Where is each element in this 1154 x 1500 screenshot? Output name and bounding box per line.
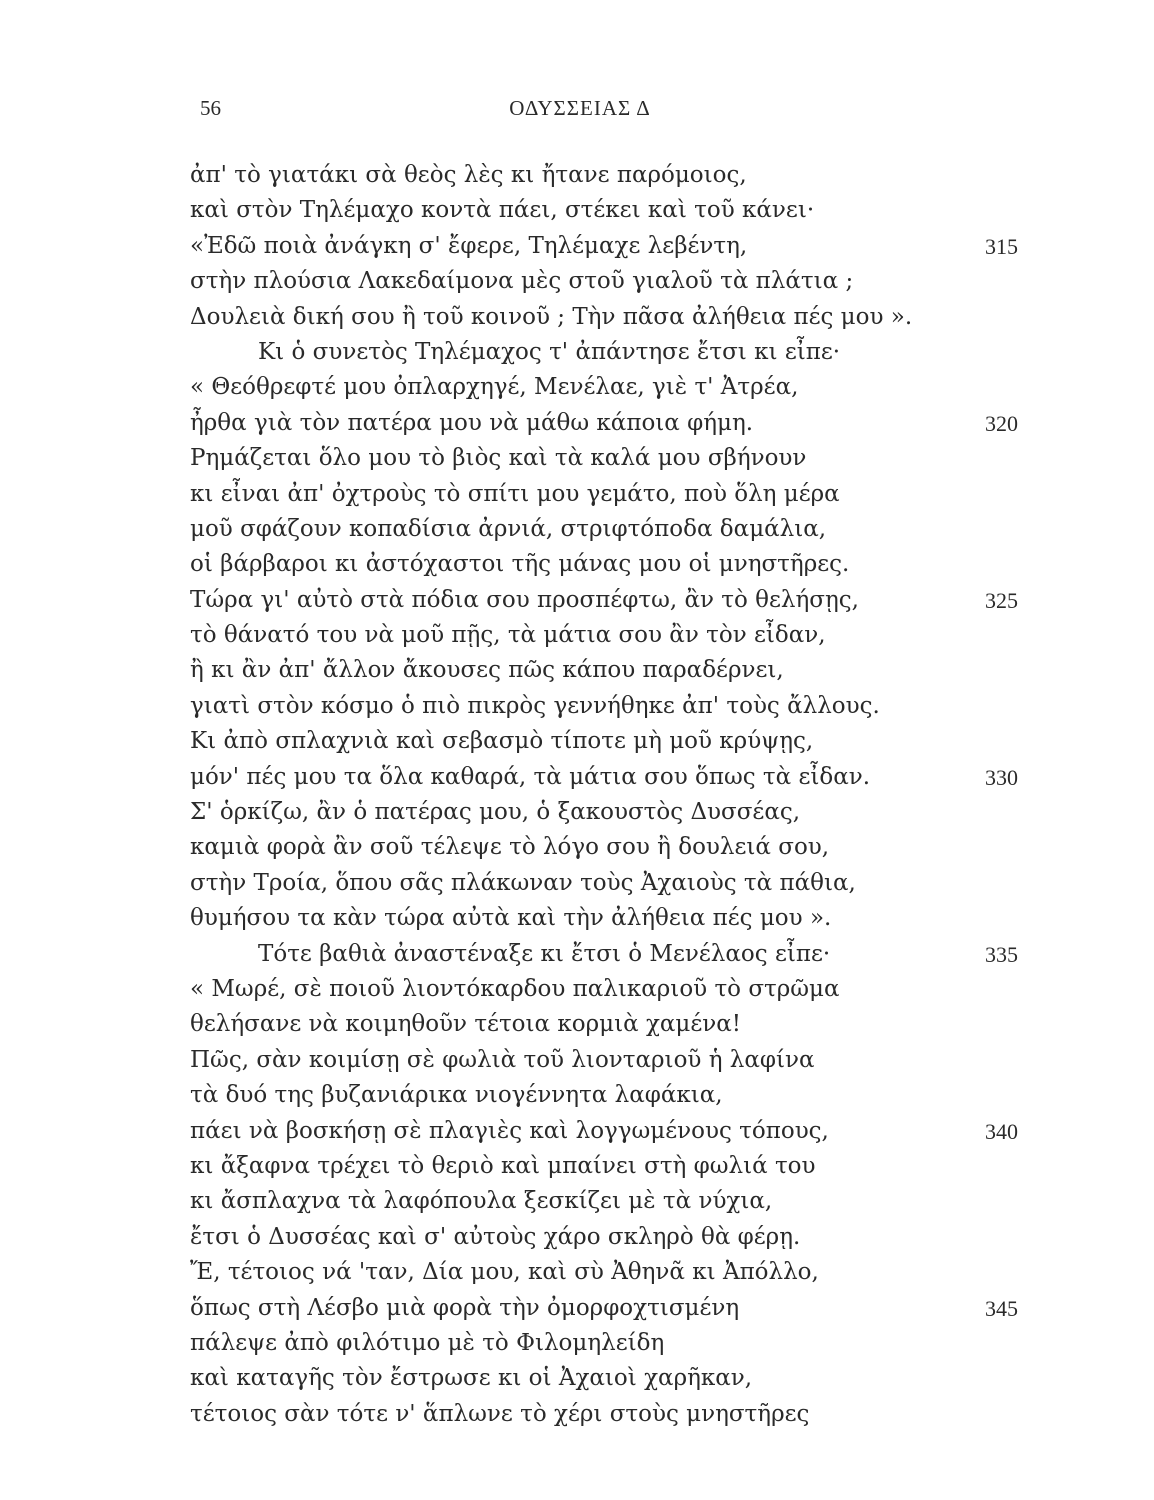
page-header [200,96,960,126]
verse-line [190,512,1040,547]
verse-text: ἢ κι ἂν ἀπ' ἄλλον ἄκουσες πῶς κάπου παραδέρνει, [190,657,784,684]
verse-line [190,264,1040,299]
line-number: 335 [985,941,1018,967]
verse-text: τέτοιος σὰν τότε ν' ἅπλωνε τὸ χέρι στοὺς μνηστῆρες [190,1400,810,1427]
verse-text: κι ἄσπλαχνα τὰ λαφόπουλα ξεσκίζει μὲ τὰ νύχια, [190,1188,773,1215]
verse-line [190,866,1040,901]
verse-text: θελήσανε νὰ κοιμηθοῦν τέτοια κορμιὰ χαμένα! [190,1011,742,1038]
verse-line [190,653,1040,688]
verse-text: τὰ δυό της βυζανιάρικα νιογέννητα λαφάκια, [190,1082,723,1109]
verse-line [190,1255,1040,1290]
verse-text: Κι ὁ συνετὸς Τηλέμαχος τ' ἀπάντησε ἔτσι κι εἶπε· [258,338,841,365]
verse-text: ἔτσι ὁ Δυσσέας καὶ σ' αὐτοὺς χάρο σκληρὸ θὰ φέρῃ. [190,1223,801,1250]
line-number: 325 [985,587,1018,613]
verse-text: ἦρθα γιὰ τὸν πατέρα μου νὰ μάθω κάποια φήμη. [190,409,754,436]
page-number: 56 [200,96,221,120]
verse-line [190,1184,1040,1219]
line-number: 320 [985,410,1018,436]
verse-line [190,547,1040,582]
verse-text: πάει νὰ βοσκήσῃ σὲ πλαγιὲς καὶ λογγωμένους τόπους, [190,1117,829,1144]
verse-text: Τώρα γι' αὐτὸ στὰ πόδια σου προσπέφτω, ἂν τὸ θελήσῃς, [190,586,859,613]
verse-line [190,689,1040,724]
verse-text: κι εἶναι ἀπ' ὀχτροὺς τὸ σπίτι μου γεμάτο, ποὺ ὅλη μέρα [190,480,840,507]
verse-text: γιατὶ στὸν κόσμο ὁ πιὸ πικρὸς γεννήθηκε ἀπ' τοὺς ἄλλους. [190,692,880,719]
verse-line [190,158,1040,193]
poem-text [190,158,1040,1432]
verse-text: καμιὰ φορὰ ἂν σοῦ τέλεψε τὸ λόγο σου ἢ δουλειά σου, [190,834,830,861]
verse-text: θυμήσου τα κὰν τώρα αὐτὰ καὶ τὴν ἀλήθεια πές μου ». [190,905,832,932]
verse-line [190,477,1040,512]
verse-line [190,724,1040,759]
verse-text: πάλεψε ἀπὸ φιλότιμο μὲ τὸ Φιλομηλείδη [190,1329,665,1356]
verse-text: ὅπως στὴ Λέσβο μιὰ φορὰ τὴν ὀμορφοχτισμένη [190,1294,740,1321]
verse-line [190,1114,1040,1149]
line-number: 330 [985,764,1018,790]
verse-text: καὶ καταγῆς τὸν ἔστρωσε κι οἱ Ἀχαιοὶ χαρῆκαν, [190,1365,753,1392]
verse-text: Κι ἀπὸ σπλαχνιὰ καὶ σεβασμὸ τίποτε μὴ μοῦ κρύψῃς, [190,728,814,755]
verse-text: ἀπ' τὸ γιατάκι σὰ θεὸς λὲς κι ἤτανε παρόμοιος, [190,162,747,188]
verse-line [190,795,1040,830]
verse-text: κι ἄξαφνα τρέχει τὸ θεριὸ καὶ μπαίνει στὴ φωλιά του [190,1152,816,1179]
verse-line [190,229,1040,264]
verse-line [190,583,1040,618]
verse-text: Ρημάζεται ὅλο μου τὸ βιὸς καὶ τὰ καλά μου σβήνουν [190,445,807,472]
verse-line [190,1043,1040,1078]
verse-text: Πῶς, σὰν κοιμίσῃ σὲ φωλιὰ τοῦ λιονταριοῦ ἡ λαφίνα [190,1046,815,1073]
verse-line [190,441,1040,476]
verse-line [190,618,1040,653]
verse-line [190,972,1040,1007]
line-number: 340 [985,1118,1018,1144]
verse-line [190,300,1040,335]
verse-line [190,335,1040,370]
verse-text: « Θεόθρεφτέ μου ὀπλαρχηγέ, Μενέλαε, γιὲ τ' Ἀτρέα, [190,374,799,401]
verse-text: τὸ θάνατό του νὰ μοῦ πῇς, τὰ μάτια σου ἂν τὸν εἶδαν, [190,622,826,649]
verse-text: Τότε βαθιὰ ἀναστέναξε κι ἔτσι ὁ Μενέλαος εἶπε· [258,940,831,967]
verse-line [190,1078,1040,1113]
verse-text: Δουλειὰ δική σου ἢ τοῦ κοινοῦ ; Τὴν πᾶσα ἀλήθεια πές μου ». [190,303,913,330]
verse-text: «Ἐδῶ ποιὰ ἀνάγκη σ' ἔφερε, Τηλέμαχε λεβέντη, [190,232,748,259]
verse-line [190,1220,1040,1255]
verse-line [190,1361,1040,1396]
verse-line [190,1149,1040,1184]
verse-text: Ἔ, τέτοιος νά 'ταν, Δία μου, καὶ σὺ Ἀθηνᾶ κι Ἀπόλλο, [190,1259,819,1286]
verse-text: μοῦ σφάζουν κοπαδίσια ἀρνιά, στριφτόποδα δαμάλια, [190,515,827,542]
verse-text: « Μωρέ, σὲ ποιοῦ λιοντόκαρδου παλικαριοῦ τὸ στρῶμα [190,975,840,1002]
verse-line [190,1397,1040,1432]
verse-line [190,1326,1040,1361]
verse-line [190,937,1040,972]
verse-text: μόν' πές μου τα ὅλα καθαρά, τὰ μάτια σου ὅπως τὰ εἶδαν. [190,763,871,790]
verse-line [190,370,1040,405]
verse-line [190,1007,1040,1042]
line-number: 345 [985,1295,1018,1321]
verse-text: καὶ στὸν Τηλέμαχο κοντὰ πάει, στέκει καὶ τοῦ κάνει· [190,197,815,224]
line-number: 315 [985,233,1018,259]
verse-line [190,193,1040,228]
verse-line [190,760,1040,795]
verse-line [190,901,1040,936]
verse-line [190,406,1040,441]
verse-line [190,830,1040,865]
running-title: ΟΔΥΣΣΕΙΑΣ Δ [509,96,651,120]
verse-text: οἱ βάρβαροι κι ἀστόχαστοι τῆς μάνας μου οἱ μνηστῆρες. [190,551,850,578]
verse-text: στὴν πλούσια Λακεδαίμονα μὲς στοῦ γιαλοῦ τὰ πλάτια ; [190,268,854,295]
verse-line [190,1291,1040,1326]
verse-text: στὴν Τροία, ὅπου σᾶς πλάκωναν τοὺς Ἀχαιοὺς τὰ πάθια, [190,869,856,896]
verse-text: Σ' ὁρκίζω, ἂν ὁ πατέρας μου, ὁ ξακουστὸς Δυσσέας, [190,799,801,826]
